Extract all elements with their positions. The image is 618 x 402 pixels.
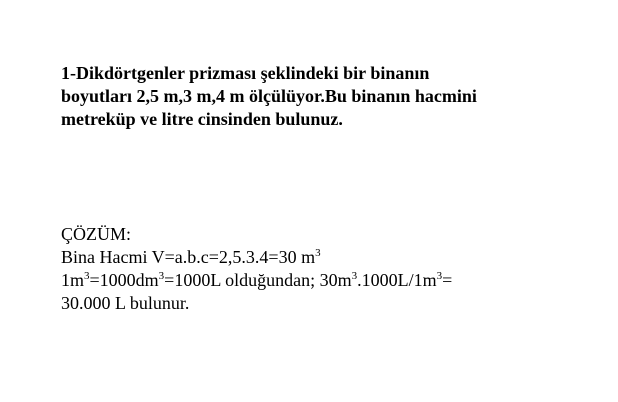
conversion-line xyxy=(61,269,601,292)
question-line-1: 1-Dikdörtgenler prizması şeklindeki bir binanın xyxy=(61,63,430,83)
question-line-2: boyutları 2,5 m,3 m,4 m ölçülüyor.Bu binanın hacmini xyxy=(61,86,477,106)
question-line-3: metreküp ve litre cinsinden bulunuz. xyxy=(61,109,343,129)
cubic-exponent: 3 xyxy=(436,270,443,282)
volume-formula: Bina Hacmi V=a.b.c=2,5.3.4=30 m xyxy=(61,247,316,267)
question-text xyxy=(61,62,581,131)
conversion-part-3: =1000L olduğundan; 30m xyxy=(164,270,352,290)
cubic-exponent: 3 xyxy=(84,270,90,282)
cubic-exponent: 3 xyxy=(351,270,358,282)
volume-line xyxy=(61,246,601,269)
conversion-part-1: 1m xyxy=(61,270,85,290)
conversion-part-4: .1000L/1m xyxy=(357,270,437,290)
solution-heading: ÇÖZÜM: xyxy=(61,224,132,244)
conversion-part-5: = xyxy=(442,270,453,290)
conversion-part-2: =1000dm xyxy=(89,270,159,290)
cubic-exponent: 3 xyxy=(315,247,321,259)
solution-text xyxy=(61,223,601,315)
result-line: 30.000 L bulunur. xyxy=(61,293,190,313)
cubic-exponent: 3 xyxy=(158,270,165,282)
